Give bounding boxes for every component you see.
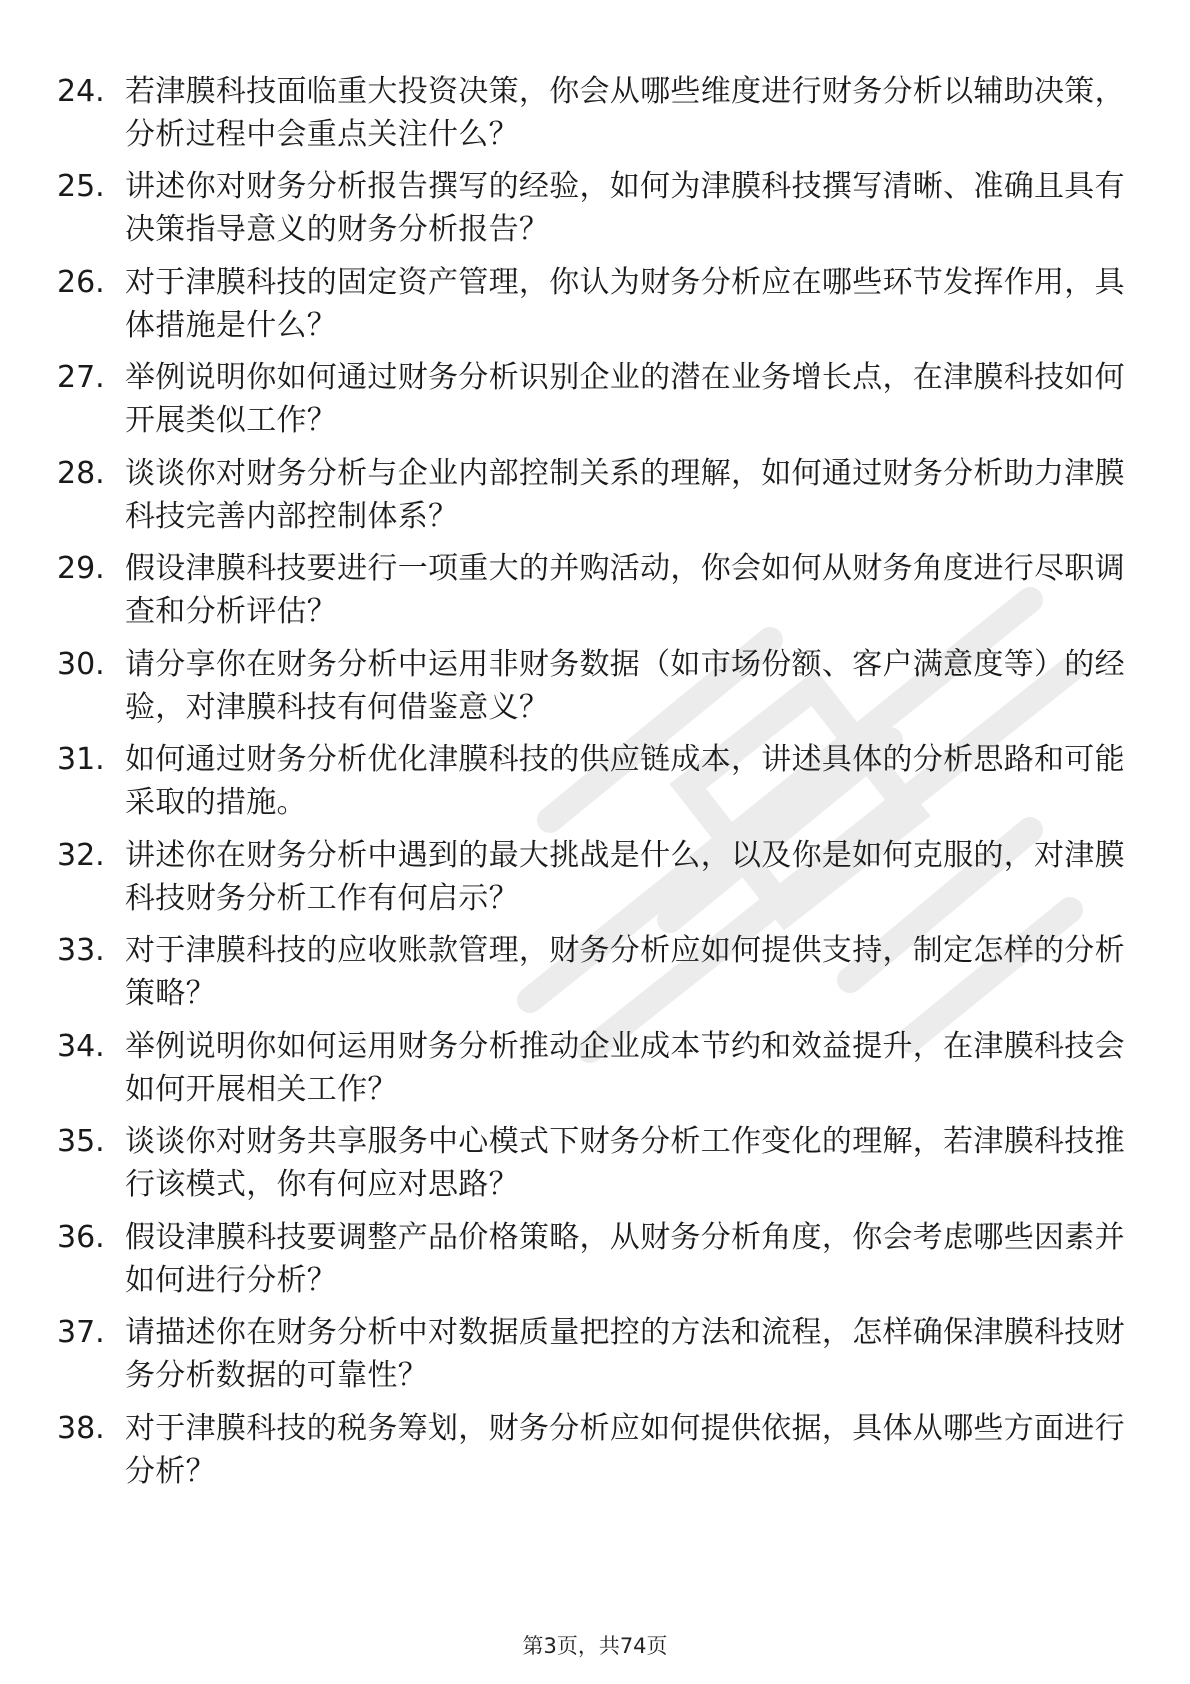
question-text: 假设津膜科技要进行一项重大的并购活动，你会如何从财务角度进行尽职调查和分析评估？ [125,551,1125,629]
question-number: 31. [57,742,105,777]
question-item [57,165,1137,255]
question-number: 29. [57,551,105,586]
question-number: 38. [57,1411,105,1446]
question-item [57,1407,1137,1497]
question-text: 如何通过财务分析优化津膜科技的供应链成本，讲述具体的分析思路和可能采取的措施。 [125,742,1125,820]
question-item [57,1216,1137,1306]
question-number: 27. [57,360,105,395]
question-text: 假设津膜科技要调整产品价格策略，从财务分析角度，你会考虑哪些因素并如何进行分析？ [125,1220,1125,1298]
question-text: 对于津膜科技的应收账款管理，财务分析应如何提供支持，制定怎样的分析策略？ [125,933,1125,1011]
question-text: 举例说明你如何运用财务分析推动企业成本节约和效益提升，在津膜科技会如何开展相关工作？ [125,1029,1125,1107]
question-item [57,356,1137,446]
question-item [57,643,1137,733]
question-item [57,929,1137,1019]
question-item [57,261,1137,351]
question-number: 30. [57,647,105,682]
question-item [57,1311,1137,1401]
question-number: 33. [57,933,105,968]
question-number: 26. [57,265,105,300]
question-text: 谈谈你对财务共享服务中心模式下财务分析工作变化的理解，若津膜科技推行该模式，你有何应对思路？ [125,1124,1125,1202]
question-number: 24. [57,74,105,109]
question-item [57,452,1137,542]
question-text: 举例说明你如何通过财务分析识别企业的潜在业务增长点，在津膜科技如何开展类似工作？ [125,360,1125,438]
question-text: 请描述你在财务分析中对数据质量把控的方法和流程，怎样确保津膜科技财务分析数据的可靠性？ [125,1315,1125,1393]
question-text: 对于津膜科技的税务筹划，财务分析应如何提供依据，具体从哪些方面进行分析？ [125,1411,1125,1489]
question-text: 谈谈你对财务分析与企业内部控制关系的理解，如何通过财务分析助力津膜科技完善内部控制体系？ [125,456,1125,534]
question-number: 32. [57,838,105,873]
page-number: 第3页，共74页 [522,1634,668,1658]
question-item [57,1025,1137,1115]
question-item [57,738,1137,828]
question-text: 请分享你在财务分析中运用非财务数据（如市场份额、客户满意度等）的经验，对津膜科技有何借鉴意义？ [125,647,1125,725]
question-item [57,834,1137,924]
question-item [57,70,1137,160]
question-number: 36. [57,1220,105,1255]
question-number: 35. [57,1124,105,1159]
question-item [57,547,1137,637]
question-number: 25. [57,169,105,204]
question-item [57,1120,1137,1210]
question-text: 讲述你对财务分析报告撰写的经验，如何为津膜科技撰写清晰、准确且具有决策指导意义的财务分析报告？ [125,169,1125,247]
question-text: 若津膜科技面临重大投资决策，你会从哪些维度进行财务分析以辅助决策，分析过程中会重点关注什么？ [125,74,1125,152]
question-number: 37. [57,1315,105,1350]
question-number: 34. [57,1029,105,1064]
question-text: 对于津膜科技的固定资产管理，你认为财务分析应在哪些环节发挥作用，具体措施是什么？ [125,265,1125,343]
question-text: 讲述你在财务分析中遇到的最大挑战是什么，以及你是如何克服的，对津膜科技财务分析工作有何启示？ [125,838,1125,916]
question-number: 28. [57,456,105,491]
